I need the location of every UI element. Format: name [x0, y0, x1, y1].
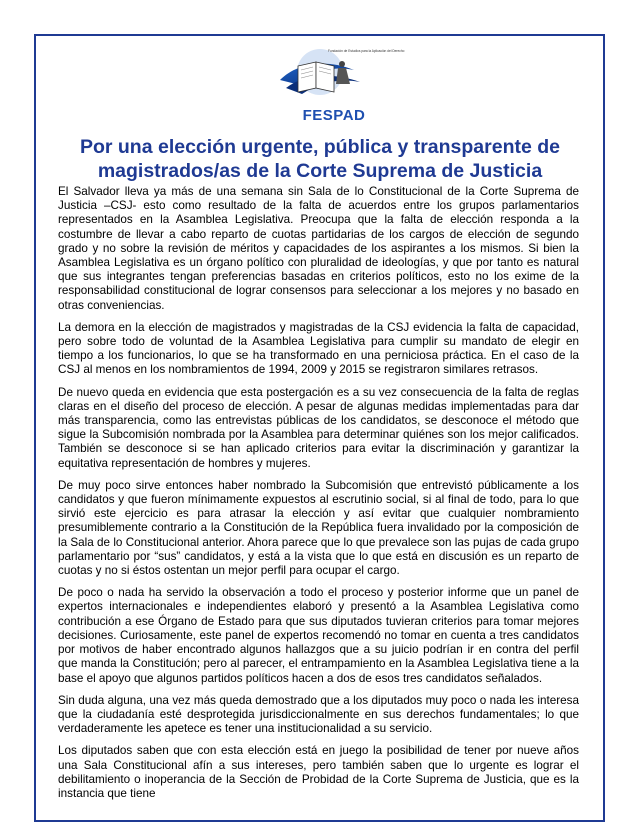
paragraph: Sin duda alguna, una vez más queda demostrado que a los diputados muy poco o nada les interesa que la ciudadanía esté desprotegida jurisdiccionalmente en sus derechos fundamentales; lo que verdaderamente les apetece es tener una institucionalidad a su servicio.: [58, 693, 579, 736]
paragraph: La demora en la elección de magistrados y magistradas de la CSJ evidencia la falta de capacidad, pero sobre todo de voluntad de la Asamblea Legislativa para cumplir su mandato de elegir en tiempo a los funcionarios, lo que se ha transformado en una perniciosa práctica. En el caso de la CSJ al menos en los nombramientos de 1994, 2009 y 2015 se registraron similares retrasos.: [58, 320, 579, 377]
paragraph: Los diputados saben que con esta elección está en juego la posibilidad de tener por nueve años una Sala Constitucional afín a sus intereses, pero también saben que lo urgente es lograr el debilitamiento o inoperancia de la Sección de Probidad de la Corte Suprema de Justicia, que es la instancia que tiene: [58, 744, 579, 800]
fespad-emblem-icon: [276, 44, 405, 124]
paragraph: De muy poco sirve entonces haber nombrado la Subcomisión que entrevistó públicamente a los candidatos y que fueron mínimamente expuestos al escrutinio social, si al final de todo, para lo que sirvió este ejercicio es para atrasar la elección y así evitar que cualquier nombramiento presumiblemente contrario a la Constitución de la República fuera invalidado por la composición de la Sala de lo Constitucional anterior. Ahora parece que lo que prevalece son las pujas de cada grupo parlamentario por “sus” candidatos, y está a la vista que lo que está en discusión es un reparto de cuotas y no si éstos ostentan un mejor perfil para ocupar el cargo.: [58, 478, 579, 578]
document-body: [58, 185, 579, 809]
logo-tagline: Fundación de Estudios para la Aplicación del Derecho: [328, 49, 405, 53]
logo-acronym: FESPAD: [302, 107, 366, 124]
paragraph: El Salvador lleva ya más de una semana sin Sala de lo Constitucional de la Corte Suprema de Justicia –CSJ- esto como resultado de la falta de acuerdos entre los grupos parlamentarios representados en la Asamblea Legislativa. Preocupa que la falta de elección responda a la costumbre de llevar a cabo reparto de cuotas partidarias de los cargos de elección de segundo grado y no sobre la revisión de méritos y capacidades de los aspirantes a los mismos. Si bien la Asamblea Legislativa es un órgano político con pluralidad de ideologías, y que por tanto es natural que sus integrantes tengan preferencias basadas en criterios políticos, esto no los exime de la responsabilidad constitucional de lograr consensos para seleccionar a los mejores y no basado en otras conveniencias.: [58, 185, 579, 312]
document-title: Por una elección urgente, pública y transparente de magistrados/as de la Corte Suprema de Justicia: [79, 136, 561, 182]
paragraph: De nuevo queda en evidencia que esta postergación es a su vez consecuencia de la falta de reglas claras en el diseño del proceso de elección. A pesar de algunas medidas implementadas para dar más transparencia, como las entrevistas públicas de los candidatos, se desconoce el método que sigue la Subcomisión nombrada por la Asamblea para determinar quiénes son los mejor calificados. También se desconoce si se han aplicado criterios para evitar la discriminación y garantizar la equitativa representación de hombres y mujeres.: [58, 385, 579, 470]
paragraph: De poco o nada ha servido la observación a todo el proceso y posterior informe que un panel de expertos internacionales e independientes elaboró y presentó a la Asamblea Legislativa como contribución a ese Órgano de Estado para que sus diputados tuvieran criterios para tomar mejores decisiones. Curiosamente, este panel de expertos recomendó no tomar en cuenta a tres candidatos por motivos de haber encontrado algunos hallazgos que a su juicio podrían ir en contra del perfil que manda la Constitución; pero al parecer, el entrampamiento en la Asamblea Legislativa tiene a la base el apoyo que algunos partidos políticos hacen a dos de esos tres candidatos señalados.: [58, 586, 579, 685]
fespad-logo: [276, 44, 405, 124]
